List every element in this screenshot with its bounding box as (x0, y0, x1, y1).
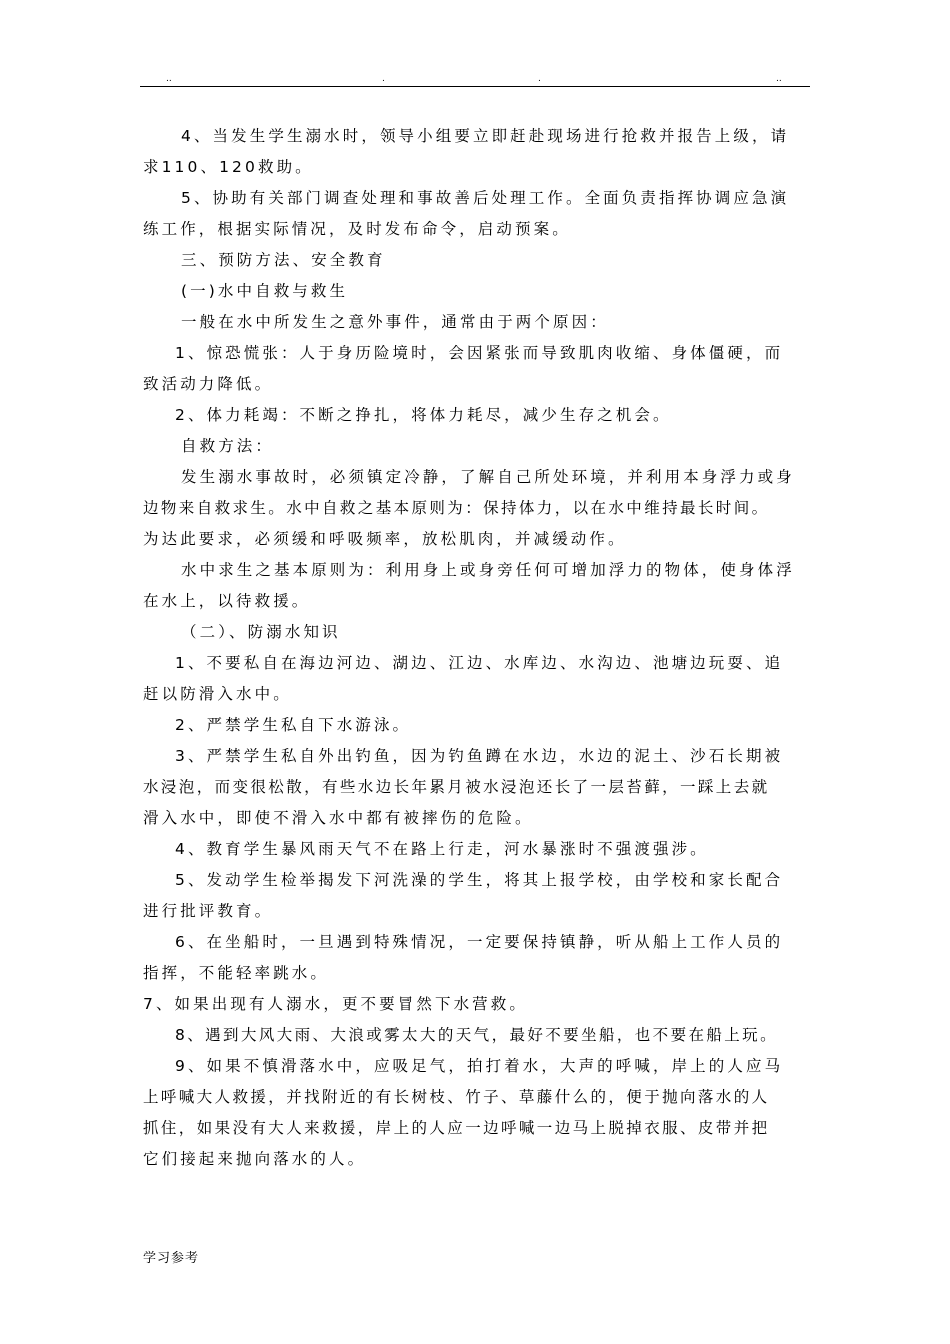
paragraph-line: 边物来自救求生。水中自救之基本原则为：保持体力，以在水中维持最长时间。 (143, 499, 770, 517)
paragraph-line: 1、不要私自在海边河边、湖边、江边、水库边、水沟边、池塘边玩耍、追 (175, 654, 784, 672)
paragraph-line: 练工作，根据实际情况，及时发布命令，启动预案。 (143, 220, 571, 238)
paragraph-line: 为达此要求，必须缓和呼吸频率，放松肌肉，并减缓动作。 (143, 530, 627, 548)
header-mark: . (382, 74, 385, 84)
paragraph-line: 指挥，不能轻率跳水。 (143, 964, 330, 982)
paragraph-line: 滑入水中，即使不滑入水中都有被摔伤的危险。 (143, 809, 534, 827)
paragraph-line: 进行批评教育。 (143, 902, 274, 920)
paragraph-line: 2、体力耗竭：不断之挣扎，将体力耗尽，减少生存之机会。 (175, 406, 672, 424)
paragraph-line: 8、遇到大风大雨、大浪或雾太大的天气，最好不要坐船，也不要在船上玩。 (175, 1026, 778, 1044)
header-divider (140, 86, 810, 87)
page-footer: 学习参考 (143, 1251, 200, 1266)
paragraph-line: 7、如果出现有人溺水，更不要冒然下水营救。 (143, 995, 528, 1013)
paragraph-line: 它们接起来抛向落水的人。 (143, 1150, 367, 1168)
subsection-heading: (一)水中自救与救生 (181, 282, 349, 300)
header-mark: . (538, 74, 541, 84)
paragraph-line: 水中求生之基本原则为：利用身上或身旁任何可增加浮力的物体，使身体浮 (181, 561, 795, 579)
page-header-marks (140, 72, 810, 86)
paragraph-line: 一般在水中所发生之意外事件，通常由于两个原因： (181, 313, 609, 331)
paragraph-line: 上呼喊大人救援，并找附近的有长树枝、竹子、草藤什么的，便于抛向落水的人 (143, 1088, 770, 1106)
paragraph-heading: 自救方法： (181, 437, 275, 455)
paragraph-line: 赶以防滑入水中。 (143, 685, 292, 703)
paragraph-line: 5、发动学生检举揭发下河洗澡的学生，将其上报学校，由学校和家长配合 (175, 871, 784, 889)
paragraph-line: 求110、120救助。 (143, 158, 314, 176)
document-body (143, 121, 807, 1175)
paragraph-line: 在水上，以待救援。 (143, 592, 311, 610)
paragraph-line: 致活动力降低。 (143, 375, 274, 393)
section-heading: 三、预防方法、安全教育 (181, 251, 386, 269)
paragraph-line: 4、当发生学生溺水时，领导小组要立即赶赴现场进行抢救并报告上级，请 (181, 127, 790, 145)
header-mark: .. (166, 74, 172, 84)
paragraph-line: 9、如果不慎滑落水中，应吸足气，拍打着水，大声的呼喊，岸上的人应马 (175, 1057, 784, 1075)
paragraph-line: 5、协助有关部门调查处理和事故善后处理工作。全面负责指挥协调应急演 (181, 189, 790, 207)
header-mark: .. (776, 74, 782, 84)
paragraph-line: 4、教育学生暴风雨天气不在路上行走，河水暴涨时不强渡强涉。 (175, 840, 709, 858)
paragraph-line: 水浸泡，而变很松散，有些水边长年累月被水浸泡还长了一层苔藓，一踩上去就 (143, 778, 770, 796)
paragraph-line: 发生溺水事故时，必须镇定冷静，了解自己所处环境，并利用本身浮力或身 (181, 468, 795, 486)
paragraph-line: 3、严禁学生私自外出钓鱼，因为钓鱼蹲在水边，水边的泥土、沙石长期被 (175, 747, 784, 765)
paragraph-line: 抓住，如果没有大人来救援，岸上的人应一边呼喊一边马上脱掉衣服、皮带并把 (143, 1119, 770, 1137)
subsection-heading: （二）、防溺水知识 (181, 623, 341, 641)
paragraph-line: 6、在坐船时，一旦遇到特殊情况，一定要保持镇静，听从船上工作人员的 (175, 933, 784, 951)
paragraph-line: 2、严禁学生私自下水游泳。 (175, 716, 412, 734)
paragraph-line: 1、惊恐慌张：人于身历险境时，会因紧张而导致肌肉收缩、身体僵硬，而 (175, 344, 784, 362)
